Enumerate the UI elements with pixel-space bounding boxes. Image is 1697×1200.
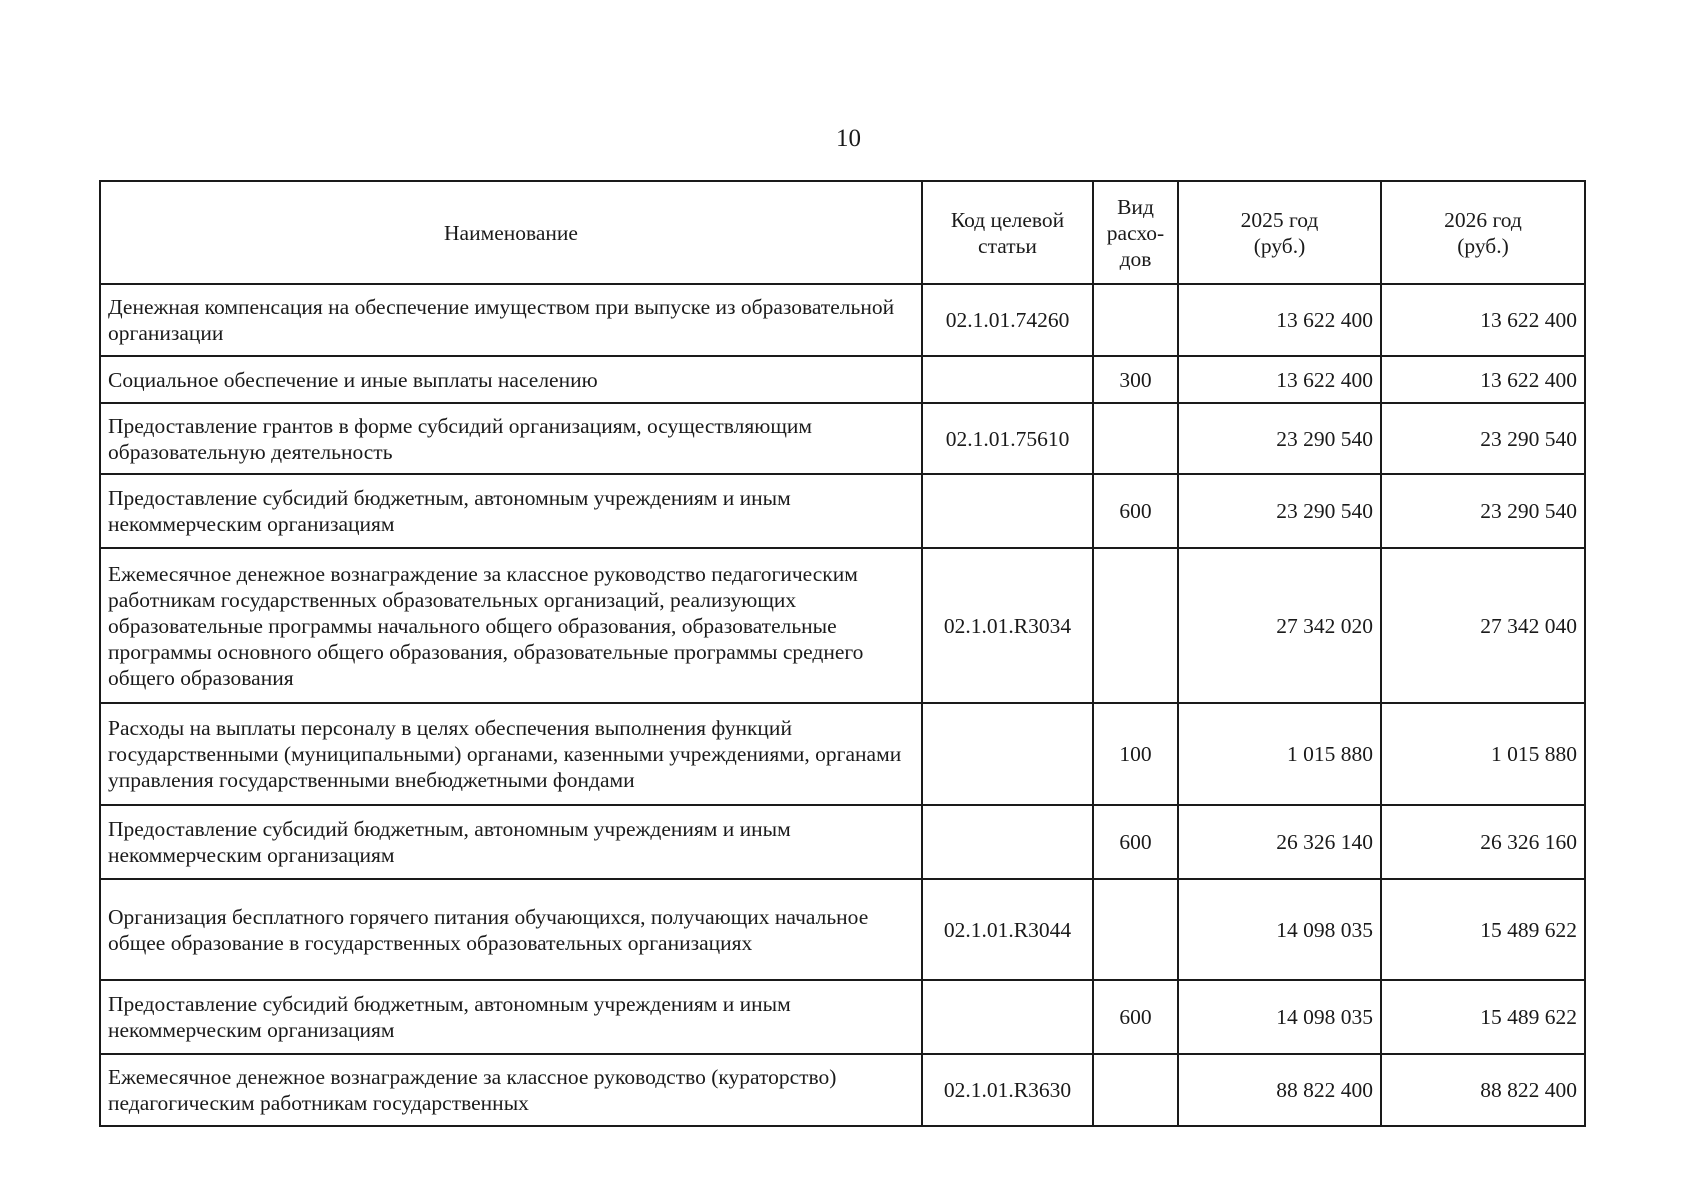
- row-code: [922, 474, 1093, 548]
- row-amount-2026: 23 290 540: [1381, 474, 1585, 548]
- row-amount-2025: 23 290 540: [1178, 403, 1381, 474]
- row-vid: [1093, 284, 1178, 356]
- row-amount-2026: 23 290 540: [1381, 403, 1585, 474]
- row-vid: [1093, 403, 1178, 474]
- row-code: 02.1.01.74260: [922, 284, 1093, 356]
- table-row: [100, 703, 1585, 805]
- row-amount-2026: 15 489 622: [1381, 980, 1585, 1054]
- row-amount-2025: 14 098 035: [1178, 879, 1381, 980]
- row-code: 02.1.01.R3044: [922, 879, 1093, 980]
- row-amount-2025: 1 015 880: [1178, 703, 1381, 805]
- header-vid-line-3: дов: [1119, 246, 1152, 271]
- row-amount-2025: 13 622 400: [1178, 356, 1381, 403]
- row-amount-2025: 23 290 540: [1178, 474, 1381, 548]
- page-number: 10: [836, 125, 861, 152]
- header-code-line-2: статьи: [978, 233, 1037, 258]
- table-row: [100, 403, 1585, 474]
- table-row: [100, 284, 1585, 356]
- header-vid: [1093, 181, 1178, 284]
- table-row: [100, 805, 1585, 879]
- row-name: Предоставление субсидий бюджетным, автономным учреждениям и иным некоммерческим организациям: [100, 980, 922, 1054]
- row-vid: [1093, 879, 1178, 980]
- header-2026: [1381, 181, 1585, 284]
- header-2025-line-1: 2025 год: [1240, 207, 1319, 232]
- row-amount-2026: 15 489 622: [1381, 879, 1585, 980]
- row-name: Предоставление грантов в форме субсидий организациям, осуществляющим образовательную деятельность: [100, 403, 922, 474]
- row-amount-2026: 1 015 880: [1381, 703, 1585, 805]
- header-2025: [1178, 181, 1381, 284]
- row-amount-2025: 13 622 400: [1178, 284, 1381, 356]
- row-amount-2026: 26 326 160: [1381, 805, 1585, 879]
- row-amount-2026: 27 342 040: [1381, 548, 1585, 703]
- row-name: Организация бесплатного горячего питания обучающихся, получающих начальное общее образование в государственных образовательных организациях: [100, 879, 922, 980]
- header-name-label: Наименование: [444, 220, 578, 245]
- header-2026-line-2: (руб.): [1457, 233, 1509, 258]
- table-header-row: [100, 181, 1585, 284]
- row-amount-2025: 88 822 400: [1178, 1054, 1381, 1126]
- row-vid: [1093, 548, 1178, 703]
- header-code: [922, 181, 1093, 284]
- table-row: [100, 879, 1585, 980]
- table-row: [100, 980, 1585, 1054]
- header-2025-line-2: (руб.): [1253, 233, 1306, 258]
- row-name: Ежемесячное денежное вознаграждение за классное руководство (кураторство) педагогическим работникам государственных: [100, 1054, 922, 1126]
- row-code: [922, 980, 1093, 1054]
- header-2026-line-1: 2026 год: [1444, 207, 1522, 232]
- row-code: 02.1.01.R3630: [922, 1054, 1093, 1126]
- table-row: [100, 548, 1585, 703]
- row-vid: 600: [1093, 805, 1178, 879]
- row-name: Социальное обеспечение и иные выплаты населению: [100, 356, 922, 403]
- budget-table: [99, 180, 1586, 1127]
- row-amount-2025: 26 326 140: [1178, 805, 1381, 879]
- row-name: Расходы на выплаты персоналу в целях обеспечения выполнения функций государственными (муниципальными) органами, казенными учреждениями, органами управления государственными внебюджетными фондами: [100, 703, 922, 805]
- row-amount-2026: 88 822 400: [1381, 1054, 1585, 1126]
- row-name: Ежемесячное денежное вознаграждение за классное руководство педагогическим работникам государственных образовательных организаций, реализующих образовательные программы начального общего образования, образовательные программы основного общего образования, образовательные программы среднего общего образования: [100, 548, 922, 703]
- row-amount-2025: 14 098 035: [1178, 980, 1381, 1054]
- row-vid: 600: [1093, 980, 1178, 1054]
- row-code: 02.1.01.R3034: [922, 548, 1093, 703]
- row-name: Предоставление субсидий бюджетным, автономным учреждениям и иным некоммерческим организациям: [100, 805, 922, 879]
- row-code: 02.1.01.75610: [922, 403, 1093, 474]
- row-vid: 100: [1093, 703, 1178, 805]
- row-vid: 600: [1093, 474, 1178, 548]
- header-code-line-1: Код целевой: [950, 207, 1065, 232]
- table-row: [100, 1054, 1585, 1126]
- row-code: [922, 703, 1093, 805]
- row-code: [922, 805, 1093, 879]
- row-vid: [1093, 1054, 1178, 1126]
- table-row: [100, 356, 1585, 403]
- row-vid: 300: [1093, 356, 1178, 403]
- header-vid-line-2: расхо-: [1106, 220, 1165, 245]
- row-name: Предоставление субсидий бюджетным, автономным учреждениям и иным некоммерческим организациям: [100, 474, 922, 548]
- table-row: [100, 474, 1585, 548]
- row-amount-2026: 13 622 400: [1381, 356, 1585, 403]
- row-name: Денежная компенсация на обеспечение имуществом при выпуске из образовательной организации: [100, 284, 922, 356]
- row-code: [922, 356, 1093, 403]
- row-amount-2025: 27 342 020: [1178, 548, 1381, 703]
- header-name: [100, 181, 922, 284]
- header-vid-line-1: Вид: [1117, 194, 1154, 219]
- row-amount-2026: 13 622 400: [1381, 284, 1585, 356]
